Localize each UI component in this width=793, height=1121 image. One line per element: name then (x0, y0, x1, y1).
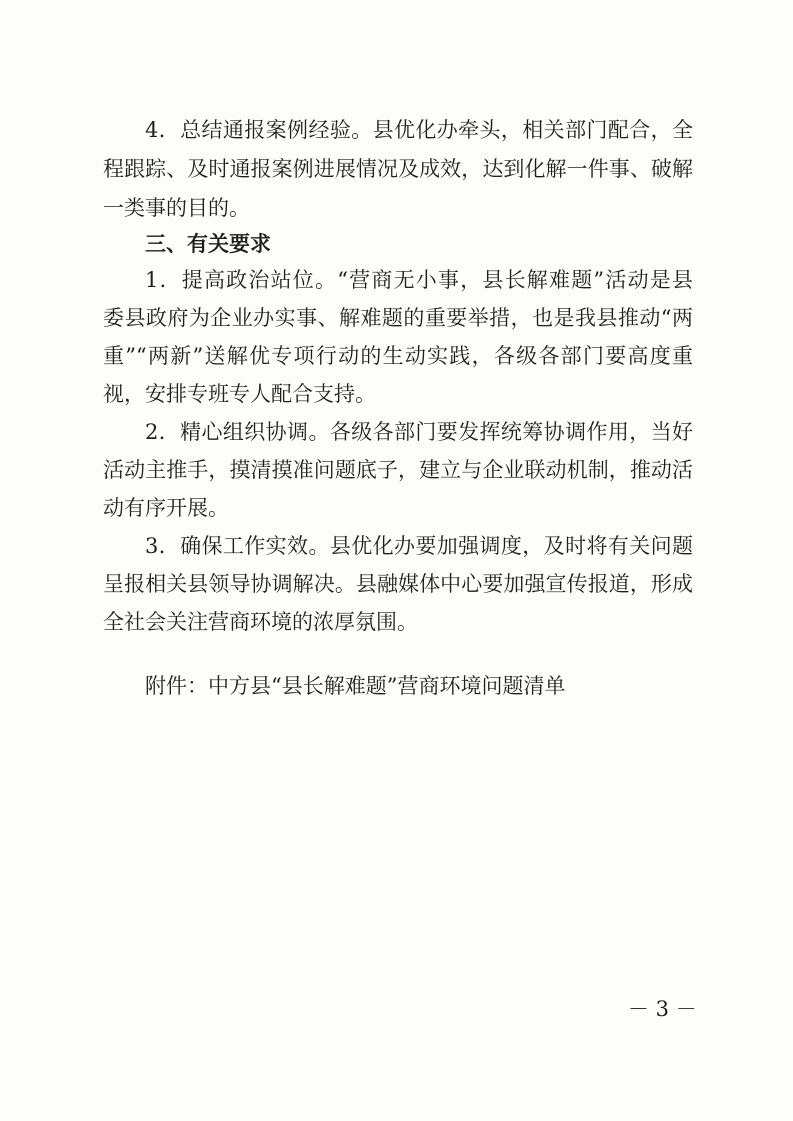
page-number: － 3 － (628, 997, 697, 1021)
item-3-line-3: 全社会关注营商环境的浓厚氛围。 (103, 610, 418, 634)
item-1-line-4: 视，安排专班专人配合支持。 (103, 382, 376, 406)
item-3-line-1: 3．确保工作实效。县优化办要加强调度，及时将有关问题 (145, 534, 693, 558)
item-1-line-3: 重”“两新”送解优专项行动的生动实践，各级各部门要高度重 (103, 344, 693, 368)
item-2-line-1: 2．精心组织协调。各级各部门要发挥统筹协调作用，当好 (145, 420, 693, 444)
section-4-line-1: 4．总结通报案例经验。县优化办牵头，相关部门配合，全 (145, 118, 693, 142)
item-1-line-2: 委县政府为企业办实事、解难题的重要举措，也是我县推动“两 (103, 306, 693, 330)
item-3-line-2: 呈报相关县领导协调解决。县融媒体中心要加强宣传报道，形成 (103, 572, 693, 596)
section-4-line-3: 一类事的目的。 (103, 196, 250, 220)
item-1-line-1: 1．提高政治站位。“营商无小事，县长解难题”活动是县 (145, 268, 693, 292)
heading-requirements: 三、有关要求 (145, 232, 271, 256)
attachment-note: 附件：中方县“县长解难题”营商环境问题清单 (145, 674, 566, 698)
item-2-line-2: 活动主推手，摸清摸准问题底子，建立与企业联动机制，推动活 (103, 458, 693, 482)
section-4-line-2: 程跟踪、及时通报案例进展情况及成效，达到化解一件事、破解 (103, 157, 693, 181)
item-2-line-3: 动有序开展。 (103, 496, 229, 520)
